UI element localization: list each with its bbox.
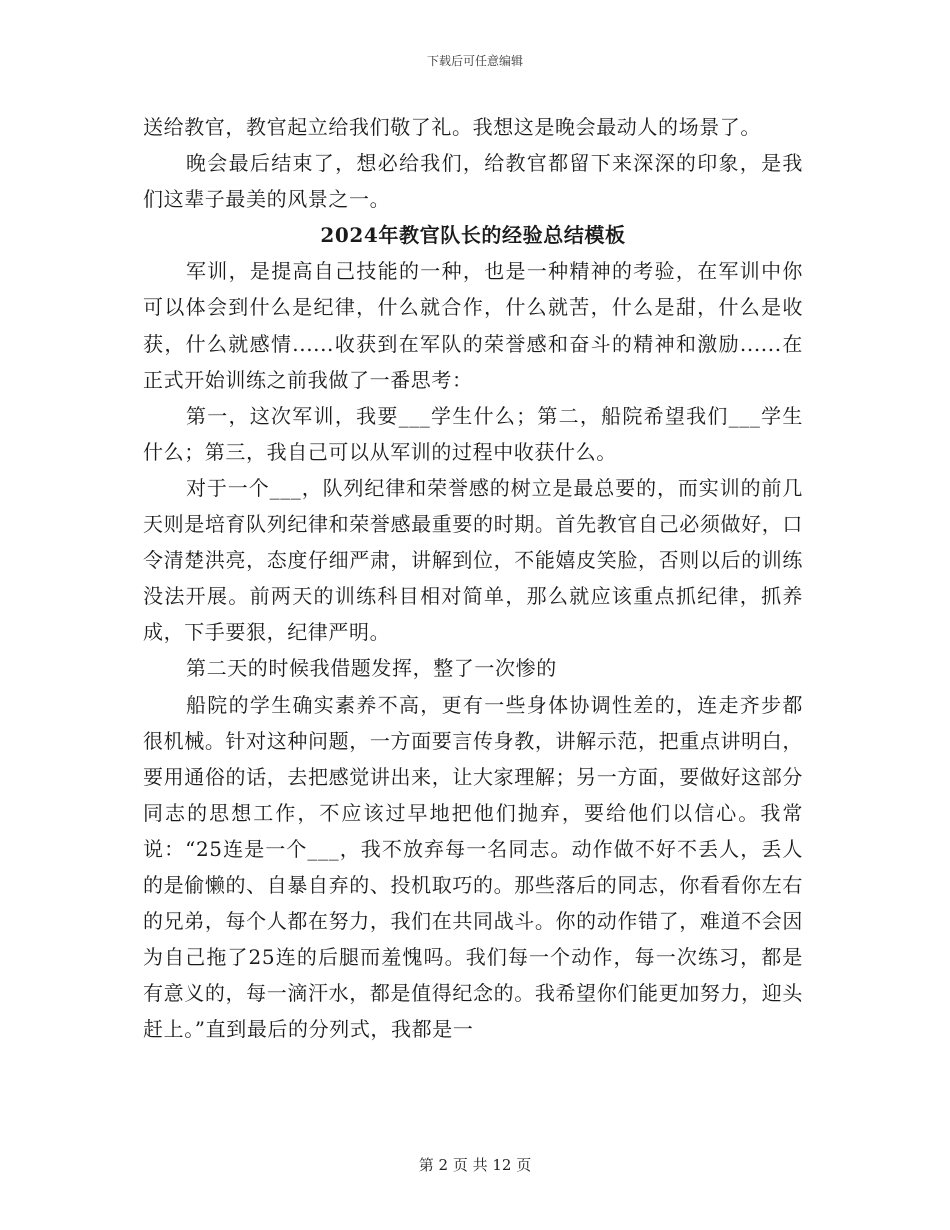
paragraph-2: 晚会最后结束了，想必给我们，给教官都留下来深深的印象，是我们这辈子最美的风景之一。 — [143, 151, 803, 212]
document-title: 2024年教官队长的经验总结模板 — [320, 223, 626, 248]
paragraph-4: 第一，这次军训，我要___学生什么；第二，船院希望我们___学生什么；第三，我自己可以从军训的过程中收获什么。 — [143, 403, 803, 464]
document-body — [143, 109, 803, 1047]
page-number: 第 2 页 共 12 页 — [418, 1156, 532, 1174]
paragraph-3: 军训，是提高自己技能的一种，也是一种精神的考验，在军训中你可以体会到什么是纪律，什么就合作，什么就苦，什么是甜，什么是收获，什么就感情......收获到在军队的荣誉感和奋斗的精神和激励......在正式开始训练之前我做了一番思考： — [143, 259, 803, 392]
page-header-note: 下载后可任意编辑 — [426, 54, 523, 68]
paragraph-5: 对于一个___，队列纪律和荣誉感的树立是最总要的，而实训的前几天则是培育队列纪律和荣誉感最重要的时期。首先教官自己必须做好，口令清楚洪亮，态度仔细严肃，讲解到位，不能嬉皮笑脸，否则以后的训练没法开展。前两天的训练科目相对简单，那么就应该重点抓纪律，抓养成，下手要狠，纪律严明。 — [143, 475, 803, 645]
paragraph-1: 送给教官，教官起立给我们敬了礼。我想这是晚会最动人的场景了。 — [143, 115, 761, 139]
paragraph-6: 第二天的时候我借题发挥，整了一次惨的 — [186, 656, 557, 681]
paragraph-7: 船院的学生确实素养不高，更有一些身体协调性差的，连走齐步都很机械。针对这种问题，一方面要言传身教，讲解示范，把重点讲明白，要用通俗的话，去把感觉讲出来，让大家理解；另一方面，要做好这部分同志的思想工作，不应该过早地把他们抛弃，要给他们以信心。我常说：“25连是一个___，我不放弃每一名同志。动作做不好不丢人，丢人的是偷懒的、自暴自弃的、投机取巧的。那些落后的同志，你看看你左右的兄弟，每个人都在努力，我们在共同战斗。你的动作错了，难道不会因为自己拖了25连的后腿而羞愧吗。我们每一个动作，每一次练习，都是有意义的，每一滴汗水，都是值得纪念的。我希望你们能更加努力，迎头赶上。”直到最后的分列式，我都是一 — [143, 692, 803, 1042]
